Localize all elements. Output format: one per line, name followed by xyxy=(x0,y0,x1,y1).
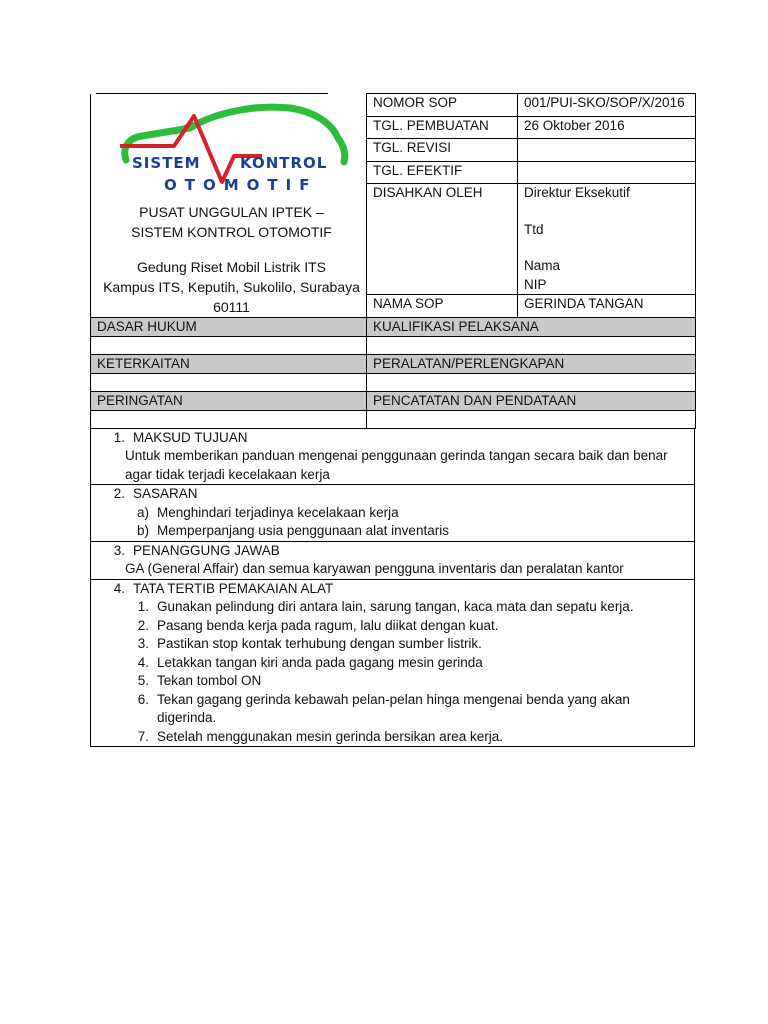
tgl-revisi-label: TGL. REVISI xyxy=(367,139,518,162)
list-item: digerinda. xyxy=(157,710,217,725)
list-item: 2. Pasang benda kerja pada ragum, lalu diikat dengan kuat. xyxy=(137,617,499,633)
section-title: MAKSUD TUJUAN xyxy=(133,429,248,445)
tgl-efektif-label: TGL. EFEKTIF xyxy=(367,161,518,184)
section-penanggung-jawab xyxy=(91,541,695,579)
section-text: agar tidak terjadi kecelakaan kerja xyxy=(125,466,330,482)
svg-text:KONTROL: KONTROL xyxy=(239,153,327,172)
org-address-line3: 60111 xyxy=(213,298,250,315)
sop-sections-table xyxy=(90,428,695,748)
list-item: 7. Setelah menggunakan mesin gerinda bersikan area kerja. xyxy=(137,728,503,744)
sop-header-table xyxy=(90,93,696,318)
section-title: TATA TERTIB PEMAKAIAN ALAT xyxy=(133,580,334,596)
list-item: 1. Gunakan pelindung diri antara lain, sarung tangan, kaca mata dan sepatu kerja. xyxy=(137,599,634,614)
keterkaitan-value xyxy=(91,373,367,391)
tgl-pembuatan-label: TGL. PEMBUATAN xyxy=(367,116,518,139)
signer-nip: NIP xyxy=(524,276,547,292)
kualifikasi-pelaksana-value xyxy=(367,336,696,354)
sistem-kontrol-otomotif-logo xyxy=(112,98,352,202)
section-maksud-tujuan xyxy=(91,428,695,485)
section-text: GA (General Affair) dan semua karyawan pengguna inventaris dan peralatan kantor xyxy=(125,561,624,576)
kualifikasi-pelaksana-header: KUALIFIKASI PELAKSANA xyxy=(367,317,696,336)
svg-text:OTOMOTIF: OTOMOTIF xyxy=(163,175,317,194)
dasar-hukum-header: DASAR HUKUM xyxy=(91,317,367,336)
section-title: PENANGGUNG JAWAB xyxy=(133,542,280,558)
section-text: Untuk memberikan panduan mengenai penggunaan gerinda tangan secara baik dan benar xyxy=(125,448,668,463)
list-item: b) Memperpanjang usia penggunaan alat inventaris xyxy=(136,523,449,538)
signer-ttd: Ttd xyxy=(524,221,544,237)
section-tata-tertib xyxy=(91,579,695,747)
list-item: 4. Letakkan tangan kiri anda pada gagang mesin gerinda xyxy=(137,654,483,670)
peralatan-header: PERALATAN/PERLENGKAPAN xyxy=(367,354,696,373)
nomor-sop-value: 001/PUI-SKO/SOP/X/2016 xyxy=(518,94,696,117)
pencatatan-value xyxy=(367,410,696,428)
tgl-efektif-value xyxy=(518,161,696,184)
section-number: 4. xyxy=(113,580,125,596)
signer-role: Direktur Eksekutif xyxy=(524,185,630,200)
nama-sop-label: NAMA SOP xyxy=(367,295,518,318)
section-number: 1. xyxy=(113,429,125,445)
tgl-revisi-value xyxy=(518,139,696,162)
tgl-pembuatan-value: 26 Oktober 2016 xyxy=(518,116,696,139)
org-address-line2: Kampus ITS, Keputih, Sukolilo, Surabaya xyxy=(103,278,360,295)
section-title: SASARAN xyxy=(133,486,198,501)
pencatatan-header: PENCATATAN DAN PENDATAAN xyxy=(367,391,696,410)
org-address-line1: Gedung Riset Mobil Listrik ITS xyxy=(136,258,327,275)
org-name-line2: SISTEM KONTROL OTOMOTIF xyxy=(131,223,332,240)
list-item: 6. Tekan gagang gerinda kebawah pelan-pelan hinga mengenai benda yang akan xyxy=(137,691,630,707)
svg-text:SISTEM: SISTEM xyxy=(131,153,201,172)
section-number: 3. xyxy=(113,542,125,558)
nama-sop-value: GERINDA TANGAN xyxy=(518,295,696,318)
org-name-line1: PUSAT UNGGULAN IPTEK – xyxy=(139,203,324,220)
disahkan-oleh-label: DISAHKAN OLEH xyxy=(367,184,518,295)
nomor-sop-label: NOMOR SOP xyxy=(367,94,518,117)
keterkaitan-header: KETERKAITAN xyxy=(91,354,367,373)
list-item: 3. Pastikan stop kontak terhubung dengan sumber listrik. xyxy=(137,636,482,651)
dasar-hukum-value xyxy=(91,336,367,354)
peralatan-value xyxy=(367,373,696,391)
section-sasaran xyxy=(91,485,695,542)
peringatan-header: PERINGATAN xyxy=(91,391,367,410)
list-item: a) Menghindari terjadinya kecelakaan kerja xyxy=(136,504,399,520)
disahkan-oleh-value xyxy=(518,184,696,295)
list-item: 5. Tekan tombol ON xyxy=(137,673,262,688)
sop-document xyxy=(90,93,695,747)
signer-nama: Nama xyxy=(524,258,561,273)
logo-cell xyxy=(91,94,367,318)
section-number: 2. xyxy=(113,486,125,501)
peringatan-value xyxy=(91,410,367,428)
sop-grid-table xyxy=(90,317,696,429)
